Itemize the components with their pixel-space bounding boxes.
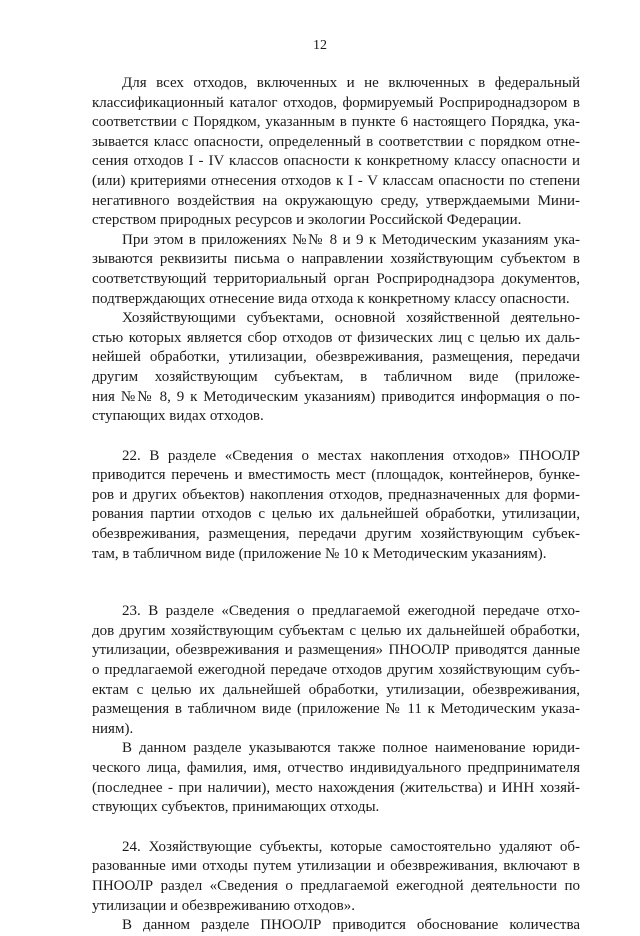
text-line: стью которых является сбор отходов от физических лиц с целью их даль- — [92, 329, 580, 346]
text-line: подтверждающих отнесение вида отхода к конкретному классу опасности. — [92, 290, 570, 307]
text-line: В данном разделе ПНООЛР приводится обоснование количества — [122, 917, 580, 934]
text-line: разованные ими отходы путем утилизации и обезвреживания, включают в — [92, 858, 580, 875]
text-line: ческого лица, фамилия, имя, отчество индивидуального предпринимателя — [92, 760, 580, 776]
document-body — [92, 74, 580, 936]
text-line: зываются реквизиты письма о направлении хозяйствующим субъектом в — [92, 251, 580, 268]
text-line: рования партии отходов с целью их дальнейшей обработки, утилизации, — [92, 506, 580, 523]
text-line: о предлагаемой ежегодной передаче отходов другим хозяйствующим субъ- — [92, 662, 580, 679]
text-line: классификационный каталог отходов, формируемый Росприроднадзором в — [92, 94, 580, 111]
text-line: ступающих видах отходов. — [92, 408, 264, 425]
paragraph-gap — [92, 564, 580, 602]
text-line: 24. Хозяйствующие субъекты, которые самостоятельно удаляют об- — [122, 838, 580, 855]
text-line: Для всех отходов, включенных и не включенных в федеральный — [122, 75, 580, 91]
text-line: ния №№ 8, 9 к Методическим указаниям) приводится информация о по- — [92, 388, 580, 405]
text-line: зывается класс опасности, определенный в соответствии с порядком отне- — [92, 133, 580, 150]
text-line: ПНООЛР раздел «Сведения о предлагаемой ежегодной деятельности по — [92, 877, 580, 894]
text-line: приводится перечень и вместимость мест (площадок, контейнеров, бунке- — [92, 467, 580, 484]
text-line: соответствии с Порядком, указанным в пункте 6 настоящего Порядка, ука- — [92, 114, 580, 131]
text-line: размещения в табличном виде (приложение № 11 к Методическим указа- — [92, 701, 580, 718]
text-line: ров и других объектов) накопления отходов, предназначенных для форми- — [92, 486, 580, 503]
text-line: ниям). — [92, 720, 134, 737]
text-line: ектам с целью их дальнейшей обработки, утилизации, обезвреживания, — [92, 681, 580, 698]
text-line: обезвреживания, размещения, передачи другим хозяйствующим субъек- — [92, 526, 580, 543]
page-number: 12 — [313, 38, 327, 53]
paragraph-appendix-8-9-details — [92, 231, 580, 309]
text-line: 22. В разделе «Сведения о местах накопления отходов» ПНООЛР — [122, 447, 580, 464]
text-line: утилизации и обезвреживанию отходов». — [92, 897, 355, 914]
text-line: Хозяйствующими субъектами, основной хозяйственной деятельно- — [122, 310, 580, 327]
paragraph-gap — [92, 427, 580, 447]
text-line: там, в табличном виде (приложение № 10 к Методическим указаниям). — [92, 545, 547, 562]
text-line: стерством природных ресурсов и экологии Российской Федерации. — [92, 212, 522, 229]
text-line: (последнее - при наличии), место нахождения (жительства) и ИНН хозяй- — [92, 779, 580, 796]
text-line: дов другим хозяйствующим субъектам с целью их дальнейшей обработки, — [92, 622, 580, 639]
text-line: соответствующий территориальный орган Росприроднадзора документов, — [92, 270, 580, 287]
text-line: утилизации, обезвреживания и размещения» ПНООЛР приводятся данные — [92, 642, 580, 659]
text-line: При этом в приложениях №№ 8 и 9 к Методическим указаниям ука- — [122, 231, 580, 248]
paragraph-section-23-details — [92, 739, 580, 817]
text-line: сения отходов I - IV классов опасности к конкретному классу опасности и — [92, 153, 580, 170]
text-line: другим хозяйствующим субъектам, в табличном виде (приложе- — [92, 368, 580, 385]
text-line: негативного воздействия на окружающую среду, утверждаемыми Мини- — [92, 192, 580, 209]
text-line: 23. В разделе «Сведения о предлагаемой ежегодной передаче отхо- — [122, 603, 580, 620]
paragraph-collection-entities — [92, 309, 580, 427]
text-line: ствующих субъектов, принимающих отходы. — [92, 799, 380, 816]
section-24 — [92, 838, 580, 916]
section-22 — [92, 447, 580, 565]
paragraph-section-24-details — [92, 916, 580, 936]
text-line: В данном разделе указываются также полное наименование юриди- — [122, 740, 580, 757]
text-line: нейшей обработки, утилизации, обезвреживания, размещения, передачи — [92, 349, 580, 366]
paragraph-waste-hazard-class — [92, 74, 580, 231]
text-line: (или) критериями отнесения отходов к I - V классам опасности по степени — [92, 172, 580, 189]
section-23 — [92, 602, 580, 739]
paragraph-gap — [92, 818, 580, 838]
